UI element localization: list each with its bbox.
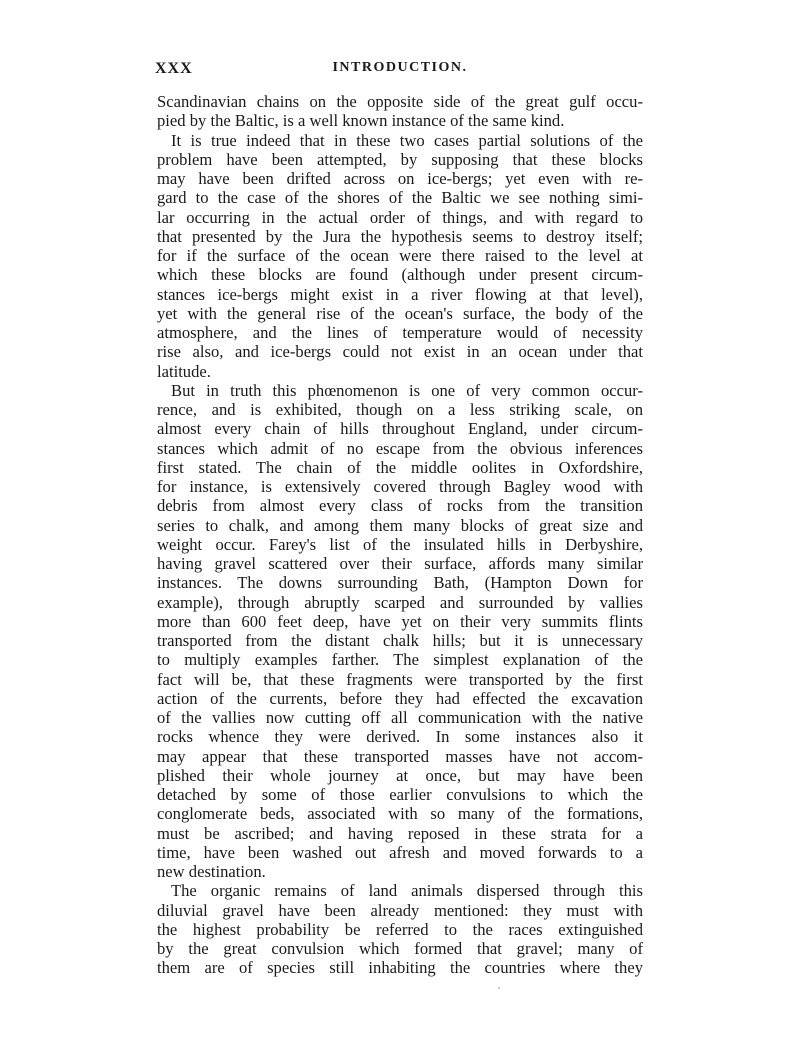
text-line: rise also, and ice-bergs could not exist in an ocean under that xyxy=(157,342,643,362)
text-line: gard to the case of the shores of the Baltic we see nothing simi- xyxy=(157,188,643,208)
text-line: series to chalk, and among them many blocks of great size and xyxy=(157,515,643,535)
text-line: But in truth this phœnomenon is one of very common occur- xyxy=(171,380,643,400)
text-line: them are of species still inhabiting the countries where they xyxy=(157,958,643,978)
text-line: which these blocks are found (although under present circum- xyxy=(157,265,643,285)
text-line: almost every chain of hills throughout England, under circum- xyxy=(157,419,643,439)
text-line: example), through abruptly scarped and surrounded by vallies xyxy=(157,592,643,612)
text-line: of the vallies now cutting off all communication with the native xyxy=(157,708,643,727)
text-line: having gravel scattered over their surface, affords many similar xyxy=(157,554,643,573)
text-line: conglomerate beds, associated with so many of the formations, xyxy=(157,804,643,824)
text-line: pied by the Baltic, is a well known instance of the same kind. xyxy=(157,111,565,131)
text-line: more than 600 feet deep, have yet on their very summits flints xyxy=(157,611,643,631)
paper-speck xyxy=(498,987,500,989)
text-line: plished their whole journey at once, but may have been xyxy=(157,765,643,785)
running-head xyxy=(155,60,645,84)
text-line: lar occurring in the actual order of things, and with regard to xyxy=(157,207,643,227)
text-line: debris from almost every class of rocks from the transition xyxy=(157,496,643,516)
text-line: yet with the general rise of the ocean's surface, the body of the xyxy=(157,303,643,323)
text-line: atmosphere, and the lines of temperature would of necessity xyxy=(157,323,643,342)
text-line: latitude. xyxy=(157,361,211,381)
text-line: for instance, is extensively covered through Bagley wood with xyxy=(157,477,643,496)
text-line: may have been drifted across on ice-bergs; yet even with re- xyxy=(157,169,643,188)
text-line: rence, and is exhibited, though on a less striking scale, on xyxy=(157,400,643,419)
text-line: by the great convulsion which formed that gravel; many of xyxy=(157,939,643,958)
text-line: that presented by the Jura the hypothesis seems to destroy itself; xyxy=(157,226,643,246)
text-line: the highest probability be referred to the races extinguished xyxy=(157,919,643,939)
text-line: diluvial gravel have been already mentioned: they must with xyxy=(157,900,643,920)
text-line: to multiply examples farther. The simplest explanation of the xyxy=(157,650,643,670)
running-title: INTRODUCTION. xyxy=(332,60,468,75)
page-number: XXX xyxy=(155,60,193,77)
text-line: problem have been attempted, by supposing that these blocks xyxy=(157,149,643,169)
text-line: stances ice-bergs might exist in a river flowing at that level), xyxy=(157,284,643,304)
text-line: fact will be, that these fragments were transported by the first xyxy=(157,669,643,689)
text-line: rocks whence they were derived. In some instances also it xyxy=(157,727,643,747)
text-line: transported from the distant chalk hills; but it is unnecessary xyxy=(157,631,643,650)
body-text xyxy=(157,92,643,978)
text-line: action of the currents, before they had effected the excavation xyxy=(157,688,643,708)
text-line: time, have been washed out afresh and moved forwards to a xyxy=(157,842,643,862)
text-line: instances. The downs surrounding Bath, (Hampton Down for xyxy=(157,573,643,593)
text-line: first stated. The chain of the middle oolites in Oxfordshire, xyxy=(157,457,643,477)
text-line: Scandinavian chains on the opposite side of the great gulf occu- xyxy=(157,92,643,111)
text-line: may appear that these transported masses have not accom- xyxy=(157,746,643,766)
text-line: The organic remains of land animals dispersed through this xyxy=(171,881,643,901)
text-line: detached by some of those earlier convulsions to which the xyxy=(157,785,643,804)
text-line: for if the surface of the ocean were there raised to the level at xyxy=(157,246,643,265)
text-line: must be ascribed; and having reposed in these strata for a xyxy=(157,823,643,843)
text-line: It is true indeed that in these two cases partial solutions of the xyxy=(171,130,643,150)
text-line: weight occur. Farey's list of the insulated hills in Derbyshire, xyxy=(157,534,643,554)
text-line: stances which admit of no escape from the obvious inferences xyxy=(157,438,643,458)
text-line: new destination. xyxy=(157,862,266,881)
